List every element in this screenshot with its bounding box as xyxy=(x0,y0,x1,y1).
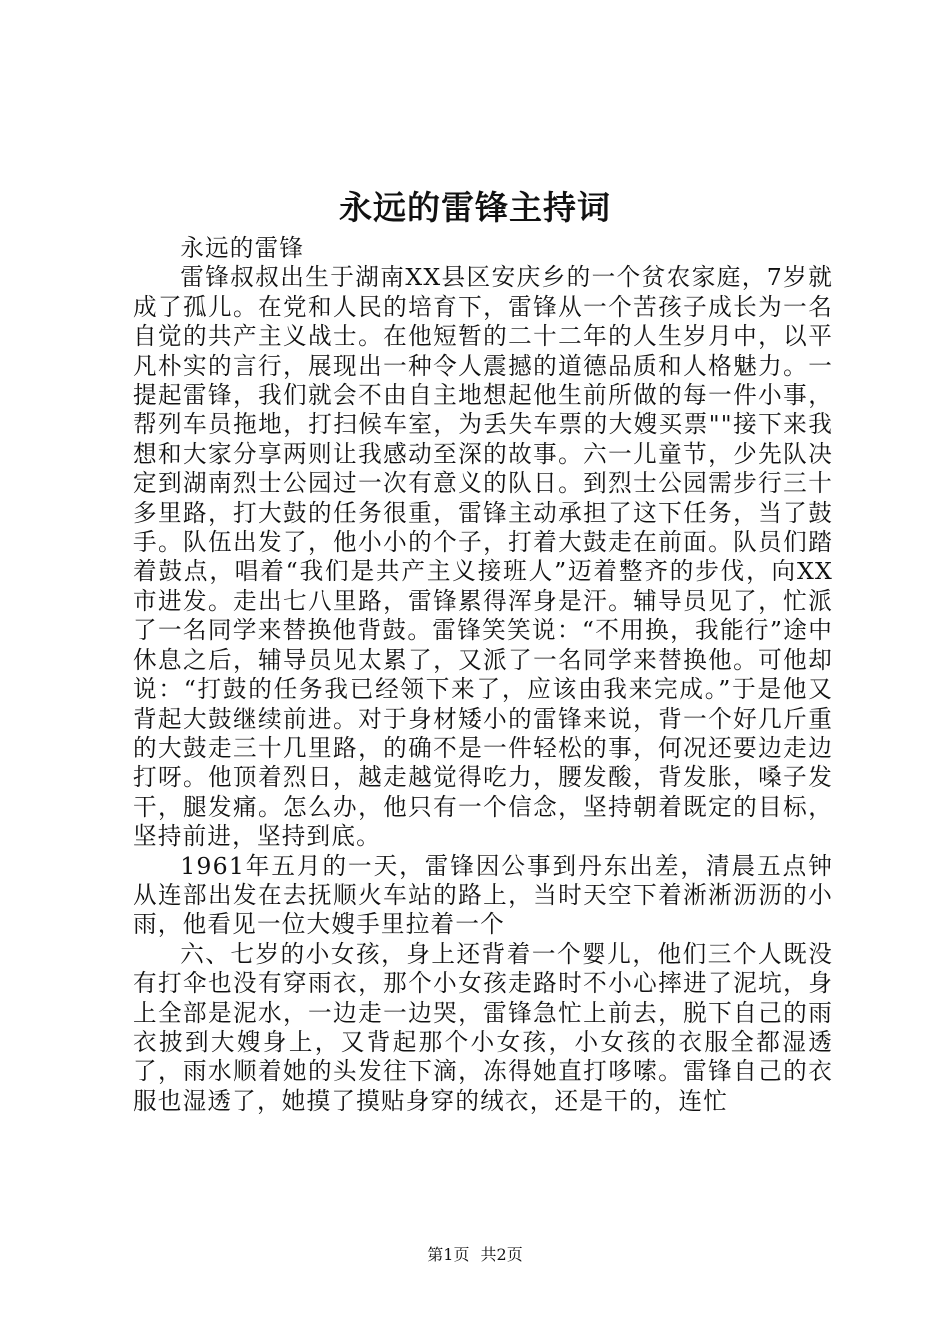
paragraph-2: 1961年五月的一天，雷锋因公事到丹东出差，清晨五点钟从连部出发在去抚顺火车站的路上，当时天空下着淅淅沥沥的小雨，他看见一位大嫂手里拉着一个 xyxy=(133,851,833,939)
document-body xyxy=(133,234,833,1116)
document-title: 永远的雷锋主持词 xyxy=(339,188,611,227)
paragraph-1: 雷锋叔叔出生于湖南XX县区安庆乡的一个贫农家庭，7岁就成了孤儿。在党和人民的培育下，雷锋从一个苦孩子成长为一名自觉的共产主义战士。在他短暂的二十二年的人生岁月中，以平凡朴实的言行，展现出一种令人震撼的道德品质和人格魅力。一提起雷锋，我们就会不由自主地想起他生前所做的每一件小事，帮列车员拖地，打扫候车室，为丢失车票的大嫂买票""接下来我想和大家分享两则让我感动至深的故事。六一儿童节，少先队决定到湖南烈士公园过一次有意义的队日。到烈士公园需步行三十多里路，打大鼓的任务很重，雷锋主动承担了这下任务，当了鼓手。队伍出发了，他小小的个子，打着大鼓走在前面。队员们踏着鼓点，唱着“我们是共产主义接班人”迈着整齐的步伐，向XX市进发。走出七八里路，雷锋累得浑身是汗。辅导员见了，忙派了一名同学来替换他背鼓。雷锋笑笑说：“不用换，我能行”途中休息之后，辅导员见太累了，又派了一名同学来替换他。可他却说：“打鼓的任务我已经领下来了，应该由我来完成。”于是他又背起大鼓继续前进。对于身材矮小的雷锋来说，背一个好几斤重的大鼓走三十几里路，的确不是一件轻松的事，何况还要边走边打呀。他顶着烈日，越走越觉得吃力，腰发酸，背发胀，嗓子发干，腿发痛。怎么办，他只有一个信念，坚持朝着既定的目标，坚持前进，坚持到底。 xyxy=(133,263,833,851)
page-footer xyxy=(0,1244,950,1266)
page-number: 第1页 xyxy=(427,1245,470,1264)
page-total: 共2页 xyxy=(480,1245,523,1264)
paragraph-subtitle: 永远的雷锋 xyxy=(180,234,305,262)
paragraph-3: 六、七岁的小女孩，身上还背着一个婴儿，他们三个人既没有打伞也没有穿雨衣，那个小女孩走路时不小心摔进了泥坑，身上全部是泥水，一边走一边哭，雷锋急忙上前去，脱下自己的雨衣披到大嫂身上，又背起那个小女孩，小女孩的衣服全都湿透了，雨水顺着她的头发往下滴，冻得她直打哆嗦。雷锋自己的衣服也湿透了，她摸了摸贴身穿的绒衣，还是干的，连忙 xyxy=(133,939,833,1115)
